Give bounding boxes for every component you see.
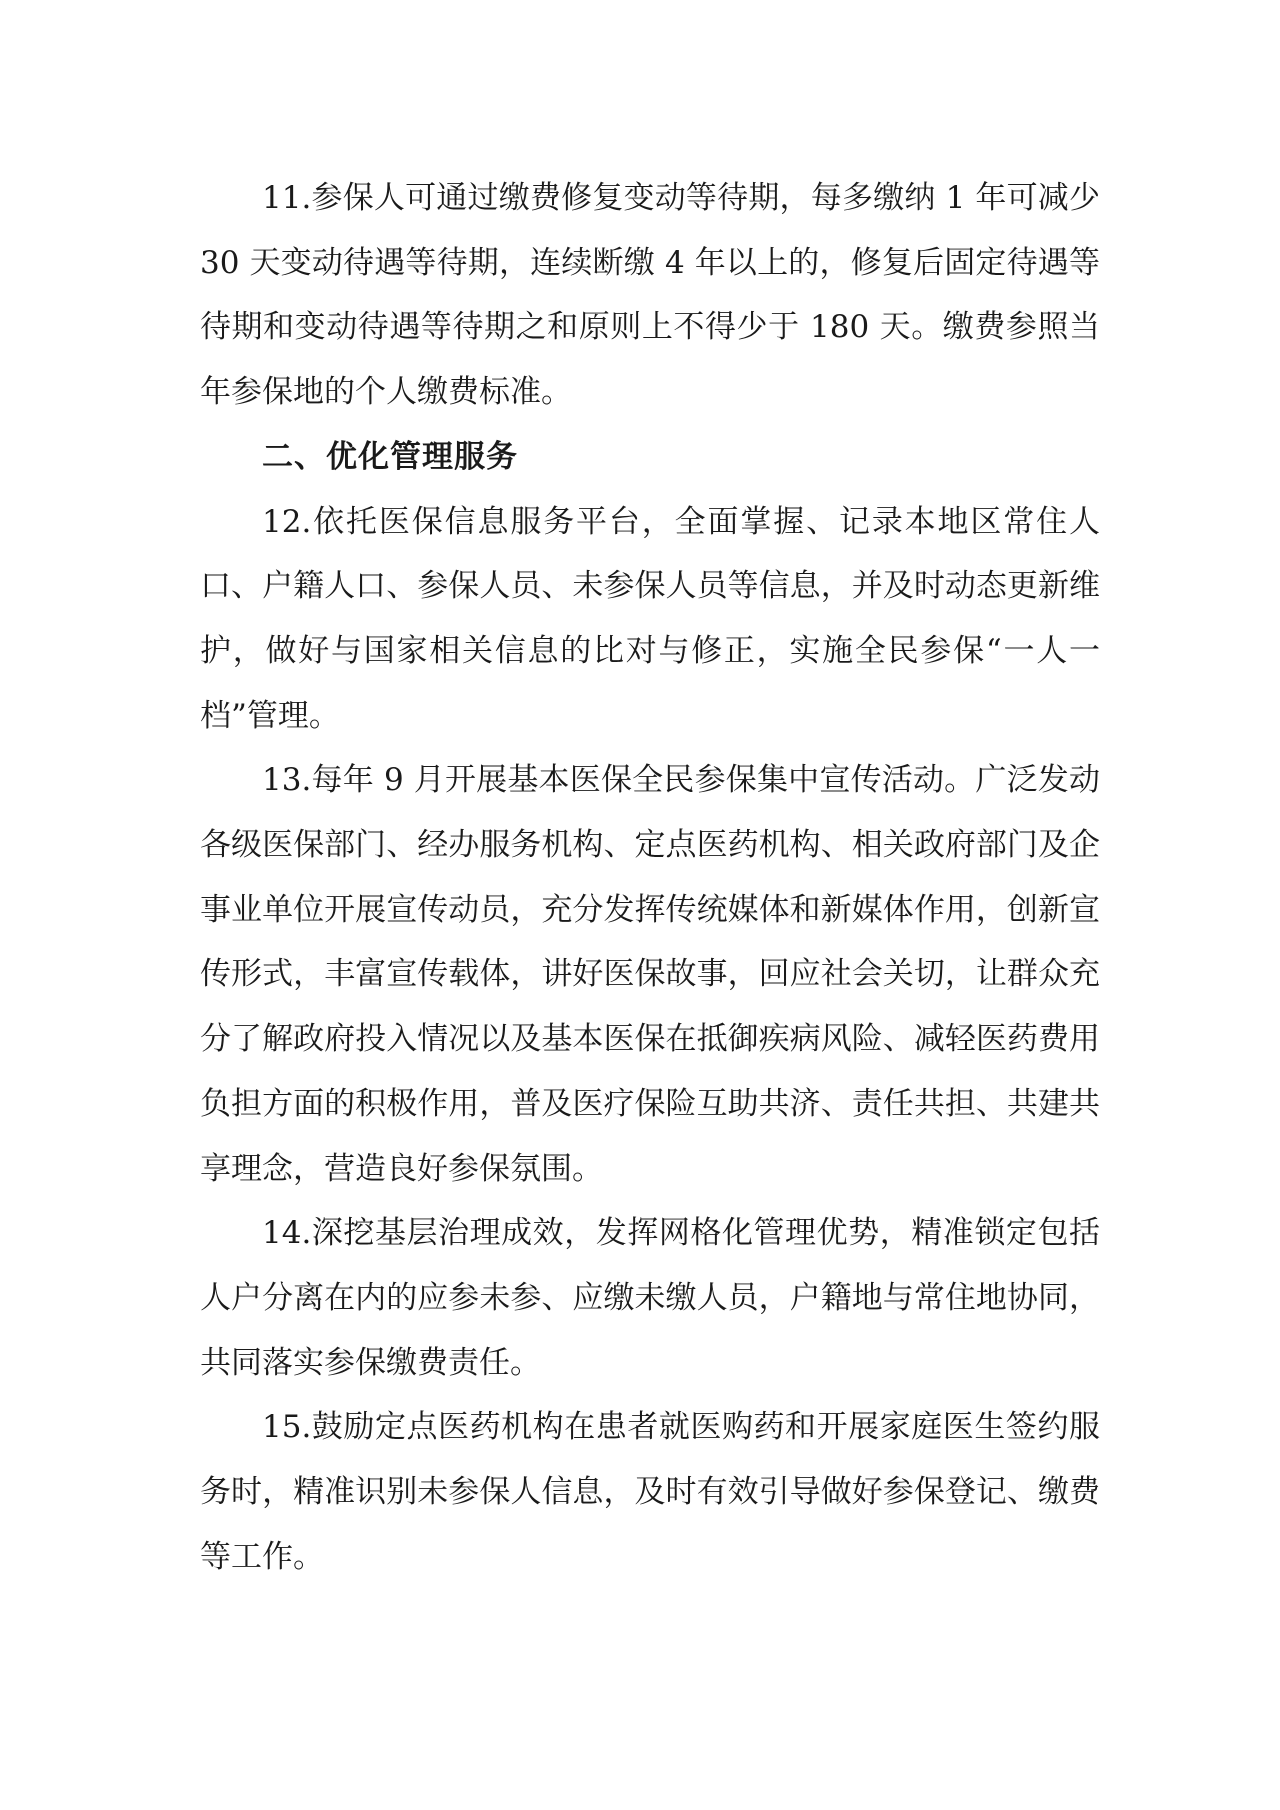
paragraph-15: 15.鼓励定点医药机构在患者就医购药和开展家庭医生签约服务时，精准识别未参保人信息，及时有效引导做好参保登记、缴费等工作。	[200, 1409, 1100, 1575]
section-heading-2: 二、优化管理服务	[262, 438, 518, 475]
document-body	[200, 166, 1100, 1589]
paragraph-13: 13.每年 9 月开展基本医保全民参保集中宣传活动。广泛发动各级医保部门、经办服务机构、定点医药机构、相关政府部门及企事业单位开展宣传动员，充分发挥传统媒体和新媒体作用，创新宣传形式，丰富宣传载体，讲好医保故事，回应社会关切，让群众充分了解政府投入情况以及基本医保在抵御疾病风险、减轻医药费用负担方面的积极作用，普及医疗保险互助共济、责任共担、共建共享理念，营造良好参保氛围。	[200, 762, 1100, 1187]
paragraph-11: 11.参保人可通过缴费修复变动等待期，每多缴纳 1 年可减少 30 天变动待遇等待期，连续断缴 4 年以上的，修复后固定待遇等待期和变动待遇等待期之和原则上不得少于 180 天。缴费参照当年参保地的个人缴费标准。	[200, 180, 1100, 411]
paragraph-14: 14.深挖基层治理成效，发挥网格化管理优势，精准锁定包括人户分离在内的应参未参、应缴未缴人员，户籍地与常住地协同，共同落实参保缴费责任。	[200, 1215, 1100, 1381]
paragraph-12: 12.依托医保信息服务平台，全面掌握、记录本地区常住人口、户籍人口、参保人员、未参保人员等信息，并及时动态更新维护，做好与国家相关信息的比对与修正，实施全民参保“一人一档”管理。	[200, 503, 1100, 734]
